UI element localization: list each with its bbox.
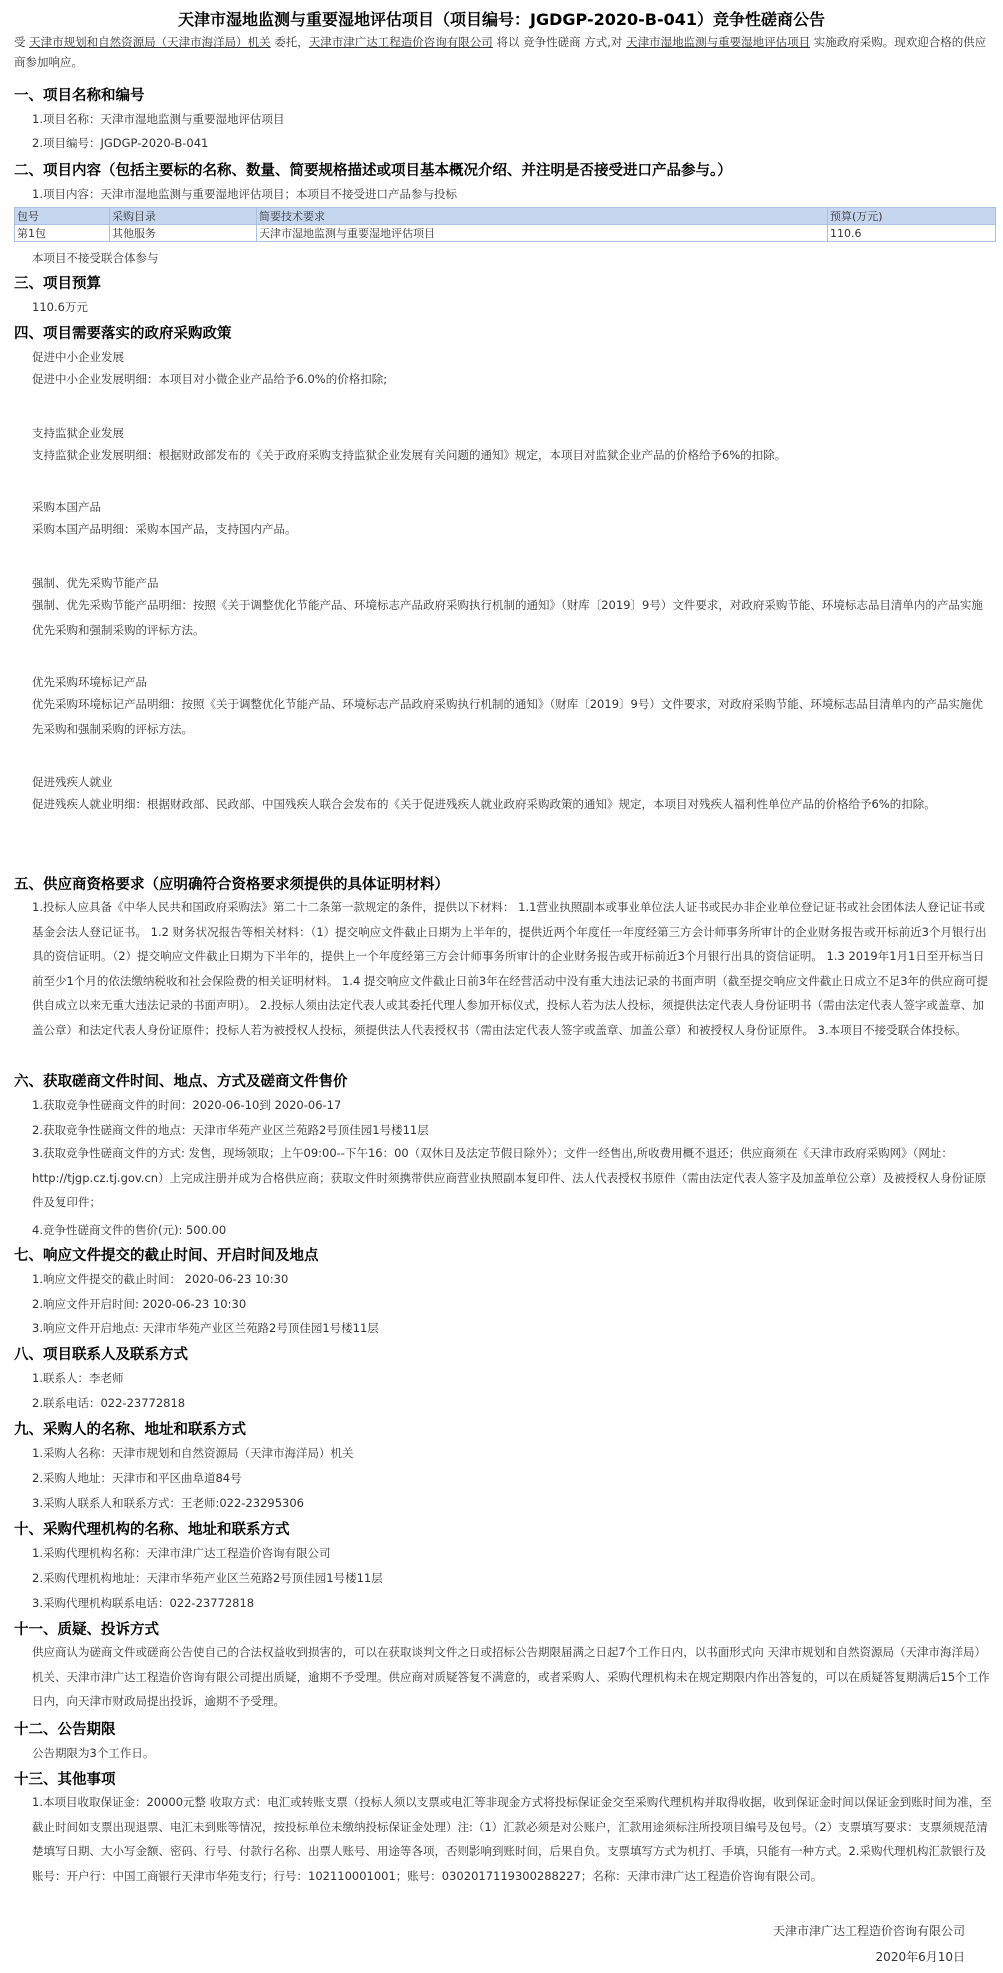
- section-4-heading: 四、项目需要落实的政府采购政策: [14, 326, 232, 342]
- agency-phone: 3.采购代理机构联系电话：022-23772818: [32, 1596, 255, 1610]
- intro-text: 将以 竞争性磋商 方式,对: [496, 35, 623, 49]
- table-row: [15, 225, 996, 242]
- policy-head: 优先采购环境标记产品: [32, 675, 147, 689]
- section-6-heading: 六、获取磋商文件时间、地点、方式及磋商文件售价: [14, 1074, 348, 1090]
- agency-name: 1.采购代理机构名称：天津市津广达工程造价咨询有限公司: [32, 1546, 331, 1560]
- agency-address: 2.采购代理机构地址：天津市华苑产业区兰苑路2号顶佳园1号楼11层: [32, 1571, 383, 1585]
- section-7-heading: 七、响应文件提交的截止时间、开启时间及地点: [14, 1248, 319, 1264]
- policy-head: 强制、优先采购节能产品: [32, 576, 159, 590]
- col-catalog: 采购目录: [110, 208, 257, 225]
- section-12-heading: 十二、公告期限: [14, 1722, 116, 1738]
- purchaser-name: 1.采购人名称：天津市规划和自然资源局（天津市海洋局）机关: [32, 1446, 354, 1460]
- policy-detail: 促进中小企业发展明细：本项目对小微企业产品给予6.0%的价格扣除;: [32, 372, 388, 386]
- consortium-note: 本项目不接受联合体参与: [32, 251, 159, 265]
- section-10-heading: 十、采购代理机构的名称、地址和联系方式: [14, 1522, 290, 1538]
- section-11-heading: 十一、质疑、投诉方式: [14, 1622, 159, 1638]
- signature-date: 2020年6月10日: [875, 1950, 965, 1964]
- policy-head: 促进残疾人就业: [32, 775, 113, 789]
- policy-detail: 采购本国产品明细：采购本国产品，支持国内产品。: [32, 522, 297, 536]
- notice-period: 公告期限为3个工作日。: [32, 1746, 155, 1760]
- page-title: 天津市湿地监测与重要湿地评估项目（项目编号：JGDGP-2020-B-041）竞争性磋商公告: [178, 10, 825, 29]
- intro-text: 受: [14, 35, 26, 49]
- intro-text: 委托，: [274, 35, 309, 49]
- section-8-heading: 八、项目联系人及联系方式: [14, 1347, 188, 1363]
- col-budget: 预算(万元): [828, 208, 996, 225]
- purchaser-link[interactable]: 天津市规划和自然资源局（天津市海洋局）机关: [29, 35, 271, 49]
- project-link[interactable]: 天津市湿地监测与重要湿地评估项目: [626, 35, 811, 49]
- complaint-text: 供应商认为磋商文件或磋商公告使自己的合法权益收到损害的，可以在获取谈判文件之日或招标公告期限届满之日起7个工作日内，以书面形式向 天津市规划和自然资源局（天津市海洋局）机关、天津市津广达工程造价咨询有限公司提出质疑，逾期不予受理。供应商对质疑答复不满意的，或者采购人、采购代理机构未在规定期限内作出答复的，可以在质疑答复期满后15个工作日内，向天津市财政局提出投诉，逾期不予受理。: [32, 1645, 990, 1708]
- intro-paragraph: [14, 32, 989, 72]
- doc-time: 1.获取竞争性磋商文件的时间：2020-06-10到 2020-06-17: [32, 1098, 342, 1112]
- section-9-heading: 九、采购人的名称、地址和联系方式: [14, 1422, 246, 1438]
- col-requirements: 简要技术要求: [257, 208, 828, 225]
- contact-phone: 2.联系电话：022-23772818: [32, 1396, 186, 1410]
- submit-deadline: 1.响应文件提交的截止时间： 2020-06-23 10:30: [32, 1272, 289, 1286]
- project-content: 1.项目内容：天津市湿地监测与重要湿地评估项目；本项目不接受进口产品参与投标: [32, 187, 457, 201]
- purchaser-address: 2.采购人地址：天津市和平区曲阜道84号: [32, 1471, 242, 1485]
- policy-detail: 优先采购环境标记产品明细：按照《关于调整优化节能产品、环境标志产品政府采购执行机制的通知》（财库〔2019〕9号）文件要求，对政府采购节能、环境标志品目清单内的产品实施优先采购和强制采购的评标方法。: [32, 697, 983, 736]
- section-5-heading: 五、供应商资格要求（应明确符合资格要求须提供的具体证明材料）: [14, 877, 449, 893]
- purchaser-contact: 3.采购人联系人和联系方式：王老师:022-23295306: [32, 1496, 304, 1510]
- package-table: [14, 207, 996, 242]
- project-name: 1.项目名称：天津市湿地监测与重要湿地评估项目: [32, 112, 285, 126]
- project-number: 2.项目编号：JGDGP-2020-B-041: [32, 136, 209, 150]
- policy-head: 促进中小企业发展: [32, 350, 124, 364]
- doc-price: 4.竞争性磋商文件的售价(元): 500.00: [32, 1223, 227, 1237]
- open-location: 3.响应文件开启地点: 天津市华苑产业区兰苑路2号顶佳园1号楼11层: [32, 1321, 379, 1335]
- intro-text: 实施政府采购。现欢迎合格的供应商参加响应。: [14, 35, 987, 69]
- budget-value: 110.6万元: [32, 300, 88, 314]
- other-matters-text: 1.本项目收取保证金：20000元整 收取方式：电汇或转账支票（投标人须以支票或电汇等非现金方式将投标保证金交至采购代理机构并取得收据，收到保证金时间以保证金到账时间为准，至截止时间如支票出现退票、电汇未到账等情况，按投标单位未缴纳投标保证金处理）注:（1）汇款必须是对公账户，汇款用途须标注所投项目编号及包号。（2）支票填写要求：支票须规范清楚填写日期、大小写金额、密码、行号、付款行名称、出票人账号、用途等各项，否则影响到账时间，后果自负。支票填写方式为机打、手填，只能有一种方式。2.采购代理机构汇款银行及账号：开户行：中国工商银行天津市华苑支行；行号：102110001001；账号：0302017119300288227；名称：天津市津广达工程造价咨询有限公司。: [32, 1795, 992, 1883]
- policy-detail: 强制、优先采购节能产品明细：按照《关于调整优化节能产品、环境标志产品政府采购执行机制的通知》（财库〔2019〕9号）文件要求，对政府采购节能、环境标志品目清单内的产品实施优先采购和强制采购的评标方法。: [32, 598, 983, 637]
- doc-location: 2.获取竞争性磋商文件的地点：天津市华苑产业区兰苑路2号顶佳园1号楼11层: [32, 1123, 429, 1137]
- open-time: 2.响应文件开启时间: 2020-06-23 10:30: [32, 1297, 247, 1311]
- section-2-heading: 二、项目内容（包括主要标的名称、数量、简要规格描述或项目基本概况介绍、并注明是否接受进口产品参与。）: [14, 163, 732, 179]
- agency-link[interactable]: 天津市津广达工程造价咨询有限公司: [308, 35, 493, 49]
- cell-package: 第1包: [15, 225, 110, 242]
- section-1-heading: 一、项目名称和编号: [14, 88, 145, 104]
- policy-head: 支持监狱企业发展: [32, 426, 124, 440]
- cell-catalog: 其他服务: [110, 225, 257, 242]
- policy-detail: 促进残疾人就业明细：根据财政部、民政部、中国残疾人联合会发布的《关于促进残疾人就业政府采购政策的通知》规定，本项目对残疾人福利性单位产品的价格给予6%的扣除。: [32, 797, 936, 811]
- doc-method: 3.获取竞争性磋商文件的方式: 发售，现场领取；上午09:00--下午16：00（双休日及法定节假日除外）；文件一经售出,所收费用概不退还；供应商须在《天津市政府采购网》（网址：http://tjgp.cz.tj.gov.cn）上完成注册并成为合格供应商；获取文件时须携带供应商营业执照副本复印件、法人代表授权书原件（需由法定代表人签字及加盖单位公章）及被授权人身份证原件及复印件；: [32, 1146, 987, 1209]
- cell-budget: 110.6: [828, 225, 996, 242]
- table-header-row: [15, 208, 996, 225]
- signature-org: 天津市津广达工程造价咨询有限公司: [772, 1924, 965, 1938]
- policy-head: 采购本国产品: [32, 500, 101, 514]
- section-13-heading: 十三、其他事项: [14, 1772, 116, 1788]
- qualification-text: 1.投标人应具备《中华人民共和国政府采购法》第二十二条第一款规定的条件，提供以下材料： 1.1营业执照副本或事业单位法人证书或民办非企业单位登记证书或社会团体法人登记证书或基金会法人登记证书。 1.2 财务状况报告等相关材料：（1）提交响应文件截止日期为上半年的，提供近两个年度任一年度经第三方会计师事务所审计的企业财务报告或开标前近3个月银行出具的资信证明。（2）提交响应文件截止日期为下半年的，提供上一个年度经第三方会计师事务所审计的企业财务报告或开标前近3个月银行出具的资信证明。 1.3 2019年1月1日至开标当日前至少1个月的依法缴纳税收和社会保险费的相关证明材料。 1.4 提交响应文件截止日前3年在经营活动中没有重大违法记录的书面声明（截至提交响应文件截止日成立不足3年的供应商可提供自成立以来无重大违法记录的书面声明）。 2.投标人须由法定代表人或其委托代理人参加开标仪式，投标人若为法人投标，须提供法定代表人身份证明书（需由法定代表人签字或盖章、加盖公章）和法定代表人身份证原件；投标人若为被授权人投标，须提供法人代表授权书（需由法定代表人签字或盖章、加盖公章）和被授权人身份证原件。 3.本项目不接受联合体投标。: [32, 900, 989, 1037]
- col-package: 包号: [15, 208, 110, 225]
- policy-detail: 支持监狱企业发展明细：根据财政部发布的《关于政府采购支持监狱企业发展有关问题的通知》规定，本项目对监狱企业产品的价格给予6%的扣除。: [32, 448, 787, 462]
- contact-person: 1.联系人：李老师: [32, 1371, 124, 1385]
- section-3-heading: 三、项目预算: [14, 276, 101, 292]
- cell-requirements: 天津市湿地监测与重要湿地评估项目: [257, 225, 828, 242]
